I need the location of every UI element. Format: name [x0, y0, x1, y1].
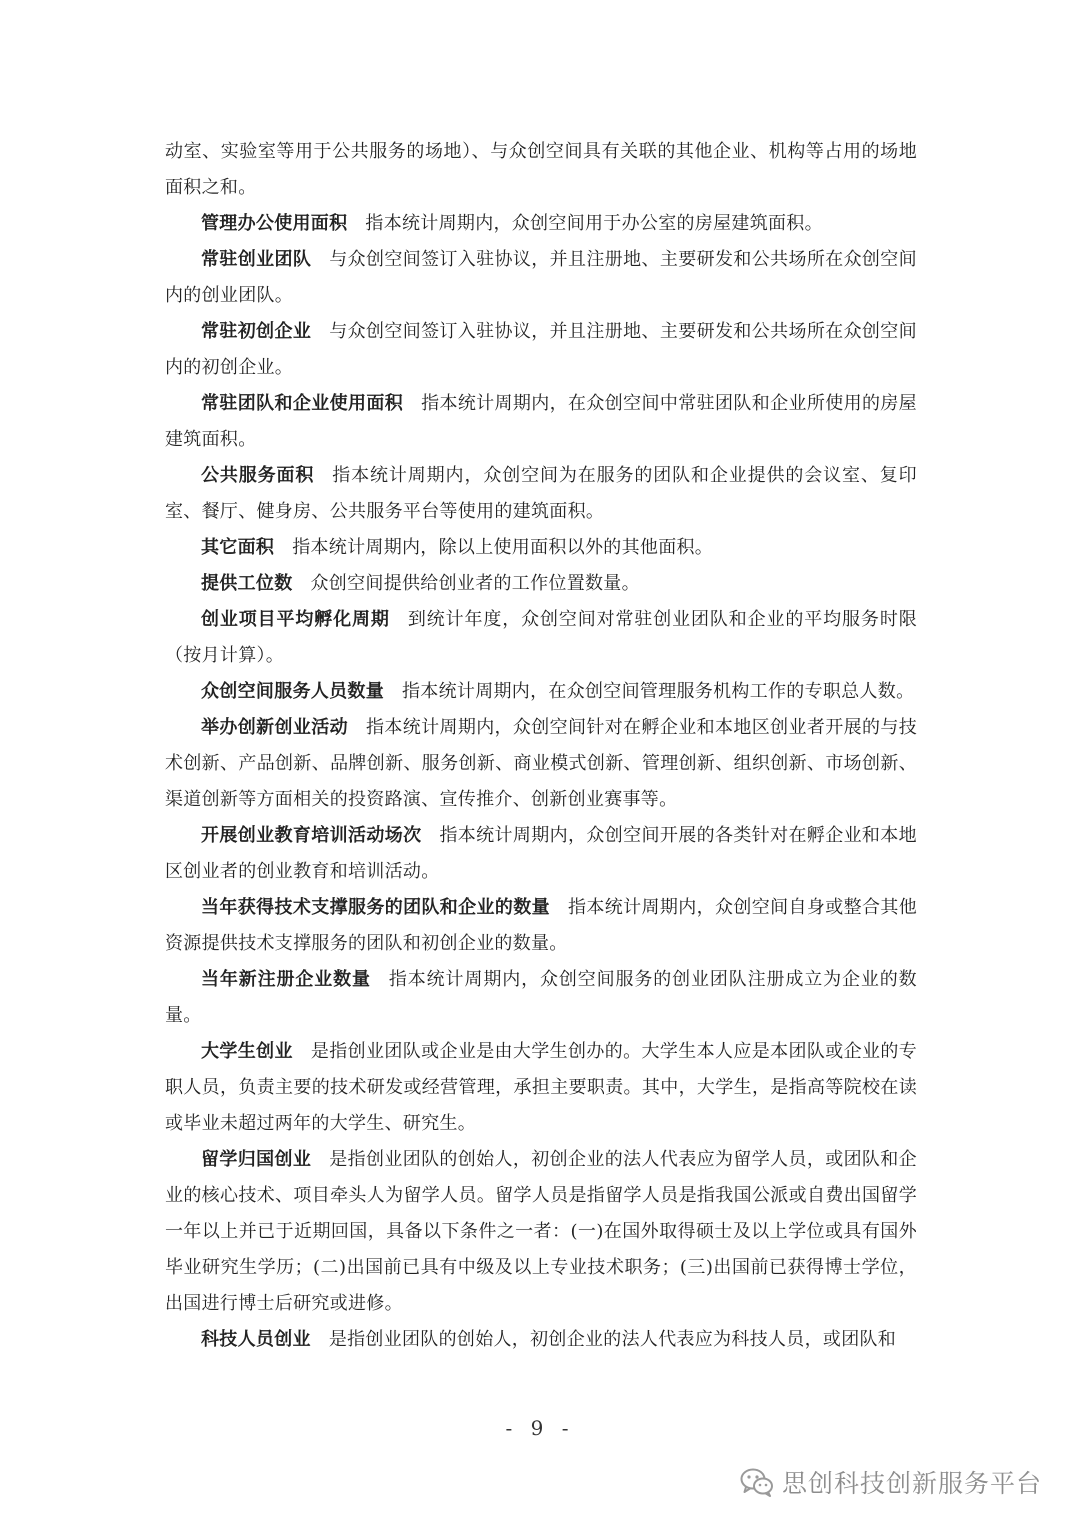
definition-paragraph: [165, 710, 917, 818]
definition-term: 管理办公使用面积: [201, 213, 348, 234]
definition-paragraph: [165, 674, 917, 710]
definition-text: 指本统计周期内，在众创空间中常驻团队和企业所使用的房屋建筑面积。: [165, 393, 917, 450]
definition-term: 开展创业教育培训活动场次: [201, 825, 422, 846]
definition-text: 是指创业团队的创始人，初创企业的法人代表应为科技人员，或团队和: [328, 1329, 897, 1350]
continuation-paragraph: 动室、实验室等用于公共服务的场地）、与众创空间具有关联的其他企业、机构等占用的场地面积之和。: [165, 141, 917, 198]
definition-text: 指本统计周期内，除以上使用面积以外的其他面积。: [292, 537, 714, 558]
definition-term: 常驻团队和企业使用面积: [201, 393, 404, 414]
definition-term: 当年新注册企业数量: [201, 969, 371, 990]
definition-term: 提供工位数: [201, 573, 293, 594]
definition-term: 公共服务面积: [201, 465, 315, 486]
definition-paragraph: [165, 314, 917, 386]
definition-term: 举办创新创业活动: [201, 717, 348, 738]
definition-paragraph: [165, 386, 917, 458]
definition-paragraph: [165, 1034, 917, 1142]
definition-text: 指本统计周期内，众创空间开展的各类针对在孵企业和本地区创业者的创业教育和培训活动。: [165, 825, 917, 882]
definition-paragraph: [165, 962, 917, 1034]
definition-paragraph: [165, 1322, 917, 1358]
definition-text: 众创空间提供给创业者的工作位置数量。: [310, 573, 640, 594]
definition-text: 是指创业团队的创始人，初创企业的法人代表应为留学人员，或团队和企业的核心技术、项目牵头人为留学人员。留学人员是指留学人员是指我国公派或自费出国留学一年以上并已于近期回国，具备以下条件之一者：(一)在国外取得硕士及以上学位或具有国外毕业研究生学历；(二)出国前已具有中级及以上专业技术职务；(三)出国前已获得博士学位，出国进行博士后研究或进修。: [165, 1149, 917, 1314]
definition-text: 与众创空间签订入驻协议，并且注册地、主要研发和公共场所在众创空间内的初创企业。: [165, 321, 917, 378]
definition-term: 大学生创业: [201, 1041, 293, 1062]
definition-paragraph: [165, 890, 917, 962]
definition-term: 创业项目平均孵化周期: [201, 609, 390, 630]
definition-text: 与众创空间签订入驻协议，并且注册地、主要研发和公共场所在众创空间内的创业团队。: [165, 249, 917, 306]
definition-text: 是指创业团队或企业是由大学生创办的。大学生本人应是本团队或企业的专职人员，负责主要的技术研发或经营管理，承担主要职责。其中，大学生，是指高等院校在读或毕业未超过两年的大学生、研究生。: [165, 1041, 917, 1134]
definition-paragraph: [165, 602, 917, 674]
definition-text: 指本统计周期内，众创空间服务的创业团队注册成立为企业的数量。: [165, 969, 917, 1026]
definition-term: 当年获得技术支撑服务的团队和企业的数量: [201, 897, 551, 918]
definition-text: 指本统计周期内，众创空间针对在孵企业和本地区创业者开展的与技术创新、产品创新、品牌创新、服务创新、商业模式创新、管理创新、组织创新、市场创新、渠道创新等方面相关的投资路演、宣传推介、创新创业赛事等。: [165, 717, 917, 810]
definition-text: 到统计年度，众创空间对常驻创业团队和企业的平均服务时限（按月计算）。: [165, 609, 917, 666]
definition-term: 科技人员创业: [201, 1329, 311, 1350]
definition-paragraph: [165, 818, 917, 890]
definition-paragraph: [165, 242, 917, 314]
definition-paragraph: [165, 566, 917, 602]
definition-paragraph: [165, 458, 917, 530]
definition-text: 指本统计周期内，众创空间用于办公室的房屋建筑面积。: [365, 213, 823, 234]
definition-term: 其它面积: [201, 537, 275, 558]
definition-paragraph: [165, 1142, 917, 1322]
wechat-icon: [740, 1467, 774, 1497]
definition-term: 留学归国创业: [201, 1149, 312, 1170]
document-body: [165, 134, 917, 1358]
definition-text: 指本统计周期内，在众创空间管理服务机构工作的专职总人数。: [402, 681, 915, 702]
watermark-text: 思创科技创新服务平台: [781, 1469, 1042, 1498]
definition-term: 常驻初创企业: [201, 321, 312, 342]
page-number: - 9 -: [505, 1416, 575, 1440]
definition-term: 众创空间服务人员数量: [201, 681, 384, 702]
watermark: [740, 1462, 1042, 1502]
definition-paragraph: [165, 530, 917, 566]
definition-text: 指本统计周期内，众创空间自身或整合其他资源提供技术支撑服务的团队和初创企业的数量。: [165, 897, 917, 954]
definition-text: 指本统计周期内，众创空间为在服务的团队和企业提供的会议室、复印室、餐厅、健身房、公共服务平台等使用的建筑面积。: [165, 465, 917, 522]
definition-term: 常驻创业团队: [201, 249, 312, 270]
definition-paragraph: [165, 206, 917, 242]
